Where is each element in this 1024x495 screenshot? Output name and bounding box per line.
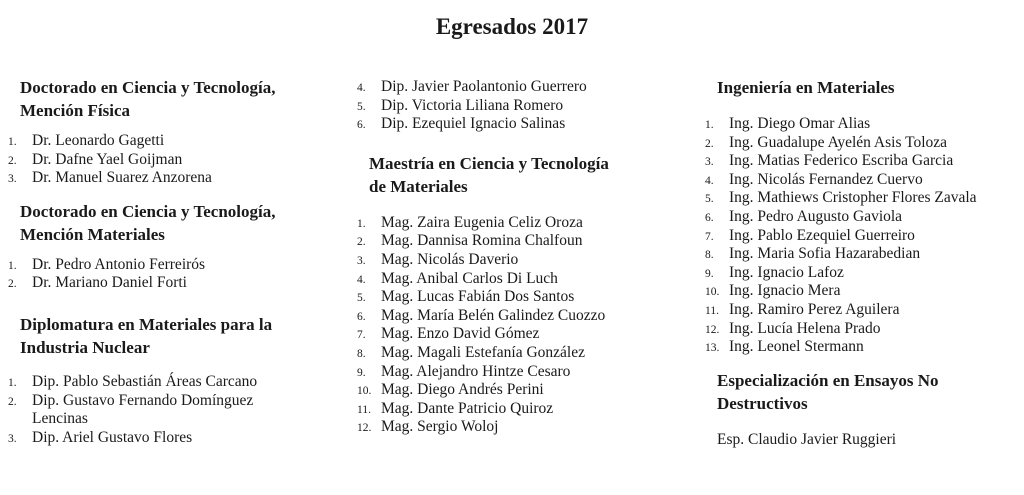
- list-item: [357, 288, 697, 307]
- list-item: [357, 381, 697, 400]
- section-doctorado-fisica: [8, 76, 338, 188]
- section-title: [717, 76, 1020, 99]
- graduate-name: Ing. Pedro Augusto Gaviola: [729, 207, 903, 225]
- item-number: 5.: [705, 193, 714, 206]
- graduate-name: Ing. Lucía Helena Prado: [729, 319, 881, 337]
- item-number: 1.: [8, 376, 17, 389]
- section-title-line: Destructivos: [717, 393, 808, 413]
- item-number: 3.: [8, 432, 17, 445]
- item-number: 5.: [357, 292, 366, 305]
- list-item: [357, 97, 697, 116]
- list-item: [705, 227, 1020, 246]
- item-number: 7.: [357, 329, 366, 342]
- graduate-name: Dr. Mariano Daniel Forti: [32, 274, 187, 292]
- graduate-name: Ing. Ignacio Mera: [729, 282, 841, 300]
- list-item: [705, 338, 1020, 357]
- graduate-name: Ing. Maria Sofia Hazarabedian: [729, 245, 921, 263]
- list-item: [357, 232, 697, 251]
- list-item: [357, 344, 697, 363]
- item-number: 2.: [8, 278, 17, 291]
- item-number: 6.: [357, 119, 366, 132]
- graduate-name: Mag. María Belén Galindez Cuozzo: [381, 306, 606, 324]
- list-item: [357, 78, 697, 97]
- graduate-name: Mag. Sergio Woloj: [381, 418, 499, 436]
- item-number: 4.: [705, 174, 714, 187]
- item-number: 3.: [8, 173, 17, 186]
- section-title: [717, 369, 1020, 415]
- list-item: [8, 169, 338, 188]
- graduate-name: Mag. Dante Patricio Quiroz: [381, 399, 554, 417]
- graduate-name: Dr. Dafne Yael Goijman: [32, 150, 183, 168]
- item-number: 2.: [8, 154, 17, 167]
- item-number: 9.: [705, 267, 714, 280]
- item-number: 12.: [705, 323, 720, 336]
- section-diplomatura-continued: [357, 78, 697, 134]
- list-item: [705, 134, 1020, 153]
- item-number: 6.: [705, 211, 714, 224]
- graduate-name: Mag. Magali Estefanía González: [381, 343, 585, 361]
- list-item: [357, 115, 697, 134]
- graduate-name: Mag. Enzo David Gómez: [381, 325, 540, 343]
- graduate-list: [705, 115, 1020, 357]
- list-item: [357, 363, 697, 382]
- list-item: [357, 214, 697, 233]
- item-number: 3.: [357, 254, 366, 267]
- item-number: 4.: [357, 82, 366, 94]
- list-item: [8, 256, 338, 275]
- list-item: [705, 301, 1020, 320]
- section-title: [369, 152, 697, 198]
- item-number: 8.: [705, 249, 714, 262]
- graduate-name: Mag. Zaira Eugenia Celiz Oroza: [381, 213, 583, 231]
- section-title-line: Mención Materiales: [20, 224, 165, 244]
- list-item: [705, 189, 1020, 208]
- graduate-name: Dip. Ariel Gustavo Flores: [32, 428, 193, 446]
- graduate-name: Dip. Javier Paolantonio Guerrero: [381, 78, 587, 95]
- list-item: [705, 282, 1020, 301]
- graduate-list: [357, 78, 697, 134]
- graduate-name: Ing. Ignacio Lafoz: [729, 263, 844, 281]
- column-left: [8, 76, 338, 447]
- list-item: [357, 418, 697, 437]
- section-maestria: [357, 152, 697, 437]
- item-number: 6.: [357, 310, 366, 323]
- list-item: [357, 400, 697, 419]
- item-number: 7.: [705, 230, 714, 243]
- graduate-list: [8, 132, 338, 188]
- section-diplomatura: [8, 313, 338, 447]
- item-number: 12.: [357, 422, 372, 435]
- graduate-list: [357, 214, 697, 437]
- graduate-name: Dip. Ezequiel Ignacio Salinas: [381, 115, 566, 133]
- list-item: [705, 115, 1020, 134]
- section-ingenieria: [705, 76, 1020, 357]
- graduate-list: [8, 256, 338, 293]
- list-item: [357, 325, 697, 344]
- graduate-name: Mag. Lucas Fabián Dos Santos: [381, 288, 575, 306]
- graduate-name: Ing. Guadalupe Ayelén Asis Toloza: [729, 133, 948, 151]
- section-title-line: Diplomatura en Materiales para la: [20, 314, 273, 334]
- section-title: [20, 200, 338, 246]
- item-number: 2.: [705, 137, 714, 150]
- section-doctorado-materiales: [8, 200, 338, 293]
- graduate-list: [8, 373, 338, 447]
- item-number: 5.: [357, 100, 366, 113]
- item-number: 13.: [705, 342, 720, 355]
- item-number: 4.: [357, 273, 366, 286]
- graduate-name: Dr. Leonardo Gagetti: [32, 132, 165, 149]
- graduate-name: Dip. Victoria Liliana Romero: [381, 96, 564, 114]
- list-item: [705, 171, 1020, 190]
- section-title-line: Ingeniería en Materiales: [717, 78, 895, 97]
- item-number: 2.: [8, 395, 17, 408]
- graduate-name: Ing. Leonel Stermann: [729, 338, 864, 356]
- list-item: [705, 208, 1020, 227]
- list-item: [8, 274, 338, 293]
- graduate-name: Mag. Nicolás Daverio: [381, 250, 519, 268]
- section-title-line: Maestría en Ciencia y Tecnología: [369, 153, 609, 173]
- section-title: [20, 313, 338, 359]
- column-middle: [357, 78, 697, 437]
- item-number: 11.: [357, 403, 371, 416]
- item-number: 10.: [705, 286, 720, 299]
- section-title-line: Doctorado en Ciencia y Tecnología,: [20, 78, 276, 97]
- section-title-line: Industria Nuclear: [20, 337, 150, 357]
- list-item: [8, 429, 338, 448]
- graduate-name: Mag. Anibal Carlos Di Luch: [381, 269, 558, 287]
- list-item: [8, 392, 282, 429]
- graduate-name: Ing. Diego Omar Alias: [729, 115, 871, 132]
- section-title-line: Mención Física: [20, 101, 131, 120]
- graduate-name: Dip. Gustavo Fernando Domínguez Lencinas: [32, 391, 254, 428]
- item-number: 8.: [357, 347, 366, 360]
- item-number: 3.: [705, 156, 714, 169]
- page-title: Egresados 2017: [435, 14, 589, 39]
- graduate-name: Mag. Dannisa Romina Chalfoun: [381, 232, 583, 250]
- section-title-line: Especialización en Ensayos No: [717, 370, 939, 390]
- list-item: [357, 307, 697, 326]
- list-item: [357, 270, 697, 289]
- graduate-name: Ing. Matias Federico Escriba Garcia: [729, 152, 954, 170]
- item-number: 2.: [357, 236, 366, 249]
- list-item: [8, 151, 338, 170]
- item-number: 11.: [705, 304, 719, 317]
- list-item: [8, 373, 338, 392]
- list-item: [705, 245, 1020, 264]
- section-especializacion: [705, 369, 1020, 450]
- graduate-name: Ing. Nicolás Fernandez Cuervo: [729, 170, 923, 188]
- list-item: [705, 264, 1020, 283]
- section-title-line: de Materiales: [369, 176, 468, 196]
- list-item: [705, 152, 1020, 171]
- section-title-line: Doctorado en Ciencia y Tecnología,: [20, 201, 276, 221]
- list-item: [357, 251, 697, 270]
- item-number: 1.: [8, 259, 17, 272]
- section-title: [20, 76, 338, 122]
- list-item: [8, 132, 338, 151]
- graduate-name: Esp. Claudio Javier Ruggieri: [717, 430, 897, 448]
- graduate-name: Dip. Pablo Sebastián Áreas Carcano: [32, 372, 258, 390]
- item-number: 9.: [357, 366, 366, 379]
- graduate-name: Ing. Mathiews Cristopher Flores Zavala: [729, 189, 977, 207]
- graduate-name: Ing. Ramiro Perez Aguilera: [729, 300, 900, 318]
- graduate-name: Mag. Diego Andrés Perini: [381, 381, 544, 399]
- graduate-name: Dr. Manuel Suarez Anzorena: [32, 169, 212, 187]
- item-number: 1.: [705, 119, 714, 131]
- list-item: [705, 320, 1020, 339]
- item-number: 10.: [357, 385, 372, 398]
- item-number: 1.: [357, 217, 366, 230]
- graduate-name: Ing. Pablo Ezequiel Guerreiro: [729, 226, 915, 244]
- graduate-name: Dr. Pedro Antonio Ferreirós: [32, 255, 206, 273]
- graduate-name: Mag. Alejandro Hintze Cesaro: [381, 362, 571, 380]
- item-number: 1.: [8, 136, 17, 148]
- column-right: [705, 76, 1020, 449]
